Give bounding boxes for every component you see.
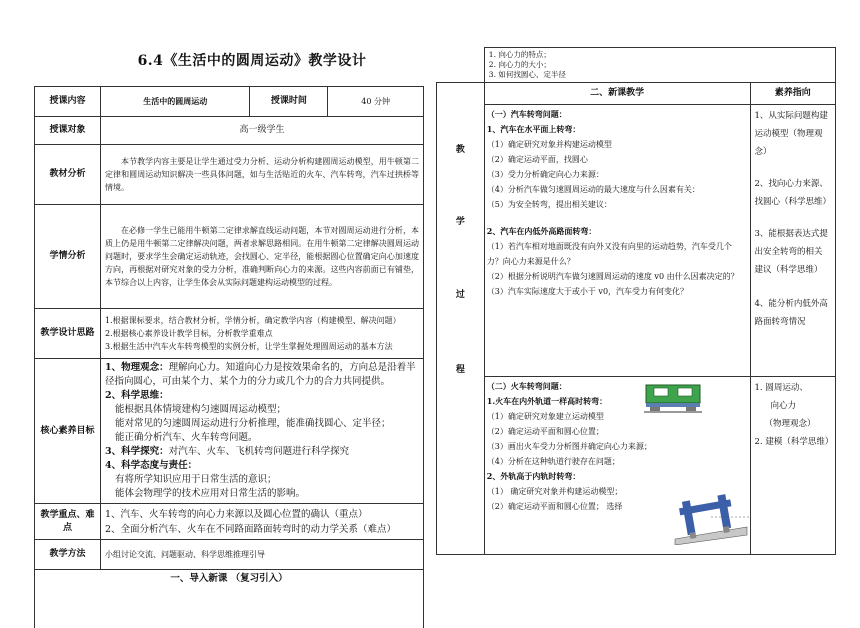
students-text: 在必修一学生已能用牛顿第二定律求解直线运动问题，本节对圆周运动进行分析，本质上仍是用牛顿第二定律解决问题，两者求解思路相同。在用牛顿第二定律解决圆周运动问题时，要求学生会确定运动轨迹，会找圆心、定半径，能根据圆心位置确定向心加速度方向，再根据对研究对象的受力分析，准确判断向心力的来源。这些内容前面已有铺垫，本节综合以上内容，让学生体会从实际问题建构运动模型的过程。 (100, 205, 423, 309)
design-line-2: 2.根据核心素养设计教学目标，分析教学重难点 (104, 329, 273, 338)
side-char-2: 学 (455, 217, 465, 227)
core-item3-head: 3、科学探究： (104, 446, 169, 457)
core-item4-line1: 有将所学知识应用于日常生活的意识； (114, 474, 277, 485)
car-banked-heading: 2、汽车在内低外高路面转弯： (486, 226, 597, 236)
review-points (484, 48, 835, 83)
value-course-time: 40 分钟 (328, 87, 424, 117)
core-item4-head: 4、科学态度与责任： (104, 460, 198, 471)
literacy-train-4: 2. 建模（科学思维） (754, 437, 834, 447)
row-design (35, 309, 424, 359)
label-students: 学情分析 (35, 205, 101, 309)
design-line-3: 3.根据生活中汽车火车转弯模型的实例分析，让学生掌握处理圆周运动的基本方法 (104, 342, 393, 351)
row-review-points (437, 48, 836, 83)
core-item4-line2: 能体会物理学的技术应用对日常生活的影响。 (114, 488, 305, 499)
core-item3-text: 对汽车、火车、飞机转弯问题进行科学探究 (168, 446, 350, 457)
literacy-train-2: 向心力 (770, 401, 797, 411)
keypoint-1: 1、汽车、火车转弯的向心力来源以及圆心位置的确认（重点） (104, 508, 368, 520)
label-course-content: 授课内容 (35, 87, 101, 117)
row-new-lesson-header (437, 83, 836, 105)
value-course-content: 生活中的圆周运动 (100, 87, 249, 117)
train-banked-track-figure (671, 489, 751, 545)
materials-text: 本节教学内容主要是让学生通过受力分析、运动分析构建圆周运动模型，用牛顿第二定律和圆周运动知识解决一些具体问题，如与生活贴近的火车、汽车转弯，汽车过拱桥等情境。 (100, 145, 423, 205)
train-banked-step-1: （1） 确定研究对象并构建运动模型； (486, 487, 623, 496)
keypoints (100, 504, 423, 540)
car-banked-q3: （3）汽车实际速度大于或小于 v0，汽车受力有何变化？ (486, 287, 689, 296)
train-flat-step-2: （2）确定运动平面和圆心位置； (486, 427, 604, 436)
label-materials: 教材分析 (35, 145, 101, 205)
side-label-teaching-process (437, 83, 485, 555)
car-flat-step-2: （2）确定运动平面，找圆心 (486, 155, 588, 164)
page-title: 6.4《生活中的圆周运动》教学设计 (137, 53, 367, 69)
car-banked-q2: （2）根据分析说明汽车做匀速圆周运动的速度 v0 由什么因素决定的？ (486, 272, 739, 281)
car-flat-step-3: （3）受力分析确定向心力来源： (486, 170, 604, 179)
label-keypoints: 教学重点、难点 (35, 504, 101, 540)
train-turning-section (484, 377, 750, 555)
car-turning-section (484, 105, 750, 377)
methods-text: 小组讨论交流、问题驱动、科学思维推理引导 (100, 540, 423, 570)
car-flat-step-1: （1）确定研究对象并构建运动模型 (486, 140, 612, 149)
literacy-car-1: 1、从实际问题构建运动模型（物理观念） (754, 111, 828, 157)
intro-heading: 一、导入新课 （复习引入） (35, 570, 424, 628)
row-methods (35, 540, 424, 570)
car-banked-q1: （1）若汽车相对地面既没有向外又没有向里的运动趋势，汽车受几个力？向心力来源是什么？ (486, 242, 732, 266)
train-banked-heading: 2、外轨高于内轨时转弯： (486, 471, 581, 481)
row-students (35, 205, 424, 309)
row-car-turning (437, 105, 836, 377)
review-point-3: 3. 如何找圆心、定半径 (488, 70, 566, 79)
car-flat-step-5: （5）为安全转弯，提出相关建议： (486, 200, 612, 209)
literacy-car-2: 2、找向心力来源、找圆心（科学思维） (754, 179, 832, 207)
train-banked-step-2: （2）确定运动平面和圆心位置； 选择 (486, 502, 623, 511)
train-flat-track-figure (644, 383, 702, 413)
literacy-train-3: （物理观念） (764, 419, 816, 429)
train-flat-step-4: （4）分析在这种轨道行驶存在问题； (486, 457, 620, 466)
lesson-info-table (34, 86, 424, 628)
core-item2-head: 2、科学思维： (104, 390, 169, 401)
side-char-1: 教 (455, 145, 465, 155)
value-audience: 高一级学生 (100, 117, 423, 145)
core-item1-head: 1、物理观念： (104, 362, 169, 373)
review-point-1: 1. 向心力的特点； (488, 50, 551, 59)
row-keypoints (35, 504, 424, 540)
row-audience (35, 117, 424, 145)
row-materials (35, 145, 424, 205)
row-intro (35, 570, 424, 628)
train-flat-step-1: （1）确定研究对象建立运动模型 (486, 412, 604, 421)
core-item1-text: 理解向心力。知道向心力是按效果命名的，方向总是沿着半径指向圆心，可由某个力、某个力的分力或几个力的合力共同提供。 (104, 362, 416, 387)
row-train-turning (437, 377, 836, 555)
literacy-train-1: 1. 圆周运动、 (754, 383, 808, 393)
car-turning-heading: （一）汽车转弯问题： (486, 109, 567, 119)
label-audience: 授课对象 (35, 117, 101, 145)
literacy-heading: 素养指向 (750, 83, 835, 105)
row-course-content (35, 87, 424, 117)
train-turning-heading: （二）火车转弯问题： (486, 381, 567, 391)
literacy-car (750, 105, 835, 377)
core-goals (100, 359, 423, 504)
car-flat-heading: 1、汽车在水平面上转弯： (486, 124, 581, 134)
review-point-2: 2. 向心力的大小； (488, 60, 551, 69)
keypoint-2: 2、全面分析汽车、火车在不同路面路面转弯时的动力学关系（难点） (104, 523, 397, 535)
core-item2-line1: 能根据具体情境建构匀速圆周运动模型； (114, 404, 286, 415)
label-methods: 教学方法 (35, 540, 101, 570)
train-flat-step-3: （3）画出火车受力分析图并确定向心力来源； (486, 442, 652, 451)
teaching-process-table (436, 47, 836, 555)
core-item2-line3: 能正确分析汽车、火车转弯问题。 (114, 432, 258, 443)
label-core-goals: 核心素养目标 (35, 359, 101, 504)
label-design: 教学设计思路 (35, 309, 101, 359)
label-course-time: 授课时间 (250, 87, 328, 117)
row-core-goals (35, 359, 424, 504)
side-char-4: 程 (455, 365, 465, 375)
literacy-car-3: 3、能根据表达式提出安全转弯的相关建议（科学思维） (754, 229, 828, 275)
train-flat-heading: 1.火车在内外轨道一样高时转弯： (486, 396, 608, 406)
literacy-car-4: 4、能分析内低外高路面转弯情况 (754, 299, 828, 327)
design-line-1: 1.根据课标要求，结合教材分析，学情分析，确定教学内容（构建模型、解决问题） (104, 316, 401, 325)
new-lesson-heading: 二、新课教学 (484, 83, 750, 105)
literacy-train (750, 377, 835, 555)
car-flat-step-4: （4）分析汽车做匀速圆周运动的最大速度与什么因素有关： (486, 185, 700, 194)
design-lines (100, 309, 423, 359)
side-char-3: 过 (455, 290, 465, 300)
core-item2-line2: 能对常见的匀速圆周运动进行分析推理，能准确找圆心、定半径； (114, 418, 391, 429)
